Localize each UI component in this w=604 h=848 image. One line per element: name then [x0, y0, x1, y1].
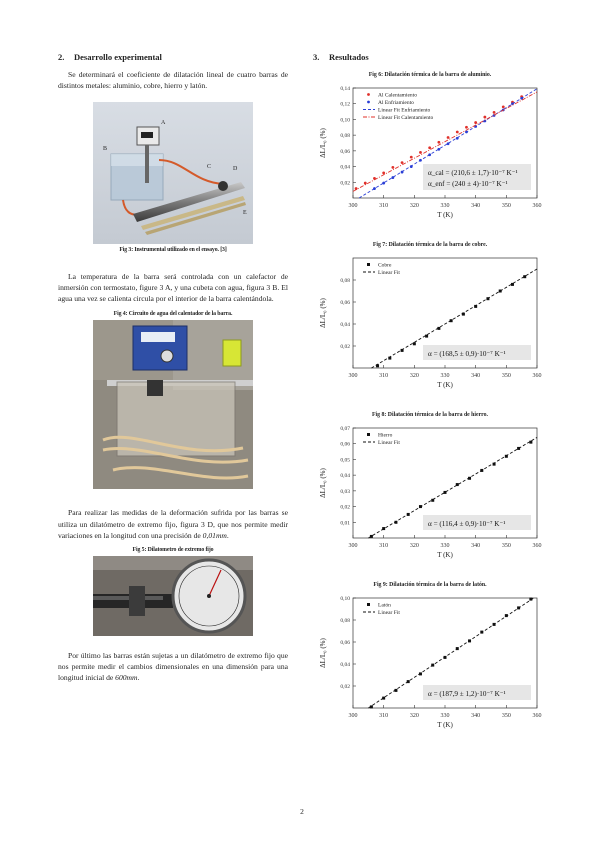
right-column	[313, 52, 547, 738]
legend-label: Latón	[378, 602, 391, 609]
x-tick-label: 300	[348, 713, 358, 719]
y-tick-label: 0,06	[340, 148, 350, 155]
dilatometer-photo	[93, 556, 253, 636]
data-point	[382, 171, 385, 174]
y-axis-label: ΔL/L₀ (%)	[319, 638, 327, 668]
data-point	[419, 151, 422, 154]
chart-svg	[313, 250, 547, 398]
legend-label: Al Calentamiento	[378, 92, 417, 99]
section-title: Resultados	[329, 52, 369, 62]
y-axis-label: ΔL/L₀ (%)	[319, 298, 327, 328]
y-axis-label: ΔL/L₀ (%)	[319, 128, 327, 158]
data-point	[364, 182, 367, 185]
x-tick-label: 340	[471, 713, 481, 719]
paragraph	[58, 507, 288, 540]
legend-label: Linear Fit Enfriamiento	[378, 107, 431, 114]
y-tick-label: 0,06	[340, 640, 350, 646]
x-tick-label: 360	[532, 373, 542, 379]
alpha-annotation: α_enf = (240 ± 4)·10⁻⁷ K⁻¹	[428, 180, 508, 188]
y-tick-label: 0,14	[340, 86, 350, 92]
y-tick-label: 0,02	[340, 504, 350, 511]
text-run: Para realizar las medidas de la deformación sufrida por las barras se utiliza un dilatómetro de extremo fijo, figura 3 D, que nos permite medir variaciones en la longitud con una precisión de	[58, 508, 288, 540]
figure-7-caption: Fig 7: Dilatación térmica de la barra de cobre.	[372, 242, 488, 248]
figure-4-caption: Fig 4: Circuito de agua del calentador de la barra.	[113, 311, 233, 318]
figure-9	[313, 582, 547, 738]
figure-3-caption: Fig 3: Instrumental utilizado en el ensayo. [3]	[119, 247, 227, 254]
y-tick-label: 0,02	[340, 684, 350, 690]
y-tick-label: 0,10	[340, 596, 350, 602]
x-tick-label: 310	[379, 713, 389, 719]
x-tick-label: 360	[532, 713, 542, 719]
figure-5-caption: Fig 5: Dilatometro de extremo fijo	[132, 546, 214, 553]
legend-marker	[367, 263, 370, 266]
figure-8-caption: Fig 8: Dilatación térmica de la barra de hierro.	[372, 412, 488, 418]
label-b: B	[103, 146, 108, 153]
label-d: D	[233, 166, 238, 173]
chart-aluminio	[313, 80, 547, 228]
data-point	[456, 131, 459, 134]
data-point	[483, 116, 486, 119]
x-tick-label: 350	[501, 543, 511, 549]
text-run: Por último las barras están sujetas a un dilatómetro de extremo fijo que nos permite medir el cambios dimensionales en una dimensión para una longitud inicial de	[58, 650, 288, 682]
x-tick-label: 340	[471, 373, 481, 379]
label-e: E	[243, 210, 247, 217]
x-tick-label: 330	[440, 713, 450, 719]
figure-4-photo	[93, 320, 253, 489]
legend-label: Al Enfriamiento	[378, 100, 414, 106]
x-tick-label: 320	[409, 203, 419, 209]
chart-svg	[313, 420, 547, 568]
data-point	[413, 342, 416, 345]
data-point	[391, 166, 394, 169]
y-tick-label: 0,08	[340, 618, 350, 624]
data-point	[428, 146, 431, 149]
x-tick-label: 310	[379, 203, 389, 209]
x-tick-label: 330	[440, 203, 450, 209]
x-axis-label: T (K)	[437, 211, 453, 219]
label-c: C	[207, 164, 212, 171]
x-tick-label: 330	[440, 543, 450, 549]
x-tick-label: 310	[379, 373, 389, 379]
data-point	[437, 141, 440, 144]
figure-5-photo	[93, 556, 253, 636]
alpha-annotation: α = (187,9 ± 1,2)·10⁻⁷ K⁻¹	[428, 690, 506, 698]
legend-marker	[367, 93, 370, 96]
page-number: 2	[300, 807, 304, 816]
x-tick-label: 360	[532, 203, 542, 209]
legend-label: Hierro	[378, 432, 393, 439]
legend-marker	[367, 433, 370, 436]
data-point	[410, 156, 413, 159]
x-tick-label: 340	[471, 543, 481, 549]
data-point	[401, 161, 404, 164]
label-a: A	[161, 120, 166, 127]
x-tick-label: 320	[409, 373, 419, 379]
y-tick-label: 0,02	[340, 344, 350, 350]
figure-3-photo	[93, 102, 253, 244]
x-tick-label: 330	[440, 373, 450, 379]
left-column	[58, 52, 288, 683]
x-tick-label: 350	[501, 713, 511, 719]
x-tick-label: 310	[379, 543, 389, 549]
initial-length-value: 600mm	[115, 672, 138, 682]
figure-8	[313, 412, 547, 568]
y-tick-label: 0,01	[340, 520, 350, 527]
y-tick-label: 0,04	[340, 322, 350, 328]
x-tick-label: 320	[409, 713, 419, 719]
data-point	[474, 121, 477, 124]
x-tick-label: 300	[348, 373, 358, 379]
data-point	[447, 136, 450, 139]
section-3-heading	[313, 52, 547, 62]
data-point	[465, 126, 468, 129]
y-tick-label: 0,08	[340, 133, 350, 140]
x-tick-label: 350	[501, 203, 511, 209]
alpha-annotation: α = (168,5 ± 0,9)·10⁻⁷ K⁻¹	[428, 350, 506, 358]
text-run: .	[137, 672, 140, 682]
y-tick-label: 0,06	[340, 441, 350, 448]
y-tick-label: 0,05	[340, 457, 350, 464]
x-tick-label: 360	[532, 543, 542, 549]
paragraph	[58, 650, 288, 683]
y-tick-label: 0,04	[340, 662, 350, 668]
y-tick-label: 0,10	[340, 117, 350, 124]
x-axis-label: T (K)	[437, 721, 453, 729]
paragraph: La temperatura de la barra será controlada con un calefactor de inmersión con termostato, figure 3 A, y una cubeta con agua, figura 3 B. El agua una vez se calienta circula por el interior de la barra calentándola.	[58, 272, 288, 304]
section-number: 3.	[313, 52, 320, 62]
chart-cobre	[313, 250, 547, 398]
y-tick-label: 0,06	[340, 300, 350, 306]
legend-label: Cobre	[378, 262, 392, 269]
x-tick-label: 300	[348, 543, 358, 549]
data-point	[502, 105, 505, 108]
y-tick-label: 0,08	[340, 278, 350, 284]
section-number: 2.	[58, 52, 65, 62]
paragraph: Se determinará el coeficiente de dilatación lineal de cuatro barras de distintos metales: aluminio, cobre, hierro y latón.	[58, 70, 288, 91]
chart-laton	[313, 590, 547, 738]
chart-svg	[313, 80, 547, 228]
chart-hierro	[313, 420, 547, 568]
section-title: Desarrollo experimental	[74, 52, 162, 62]
y-tick-label: 0,04	[340, 164, 350, 171]
legend-marker	[367, 101, 370, 104]
x-tick-label: 320	[409, 543, 419, 549]
y-axis-label: ΔL/L₀ (%)	[319, 468, 327, 498]
precision-value: 0,01mm	[202, 530, 227, 540]
x-tick-label: 350	[501, 373, 511, 379]
y-tick-label: 0,03	[340, 488, 350, 495]
legend-label: Linear Fit	[378, 270, 400, 276]
figure-9-caption: Fig 9: Dilatación térmica de la barra de latón.	[373, 582, 487, 588]
legend-label: Linear Fit	[378, 440, 400, 446]
chart-svg	[313, 590, 547, 738]
y-tick-label: 0,12	[340, 101, 350, 108]
section-2-heading	[58, 52, 288, 62]
figure-7	[313, 242, 547, 398]
data-point	[493, 111, 496, 114]
x-tick-label: 300	[348, 203, 358, 209]
alpha-annotation: α_cal = (210,6 ± 1,7)·10⁻⁷ K⁻¹	[428, 169, 518, 177]
x-axis-label: T (K)	[437, 381, 453, 389]
y-tick-label: 0,07	[340, 426, 350, 432]
alpha-annotation: α = (116,4 ± 0,9)·10⁻⁷ K⁻¹	[428, 520, 506, 528]
text-run: .	[226, 530, 229, 540]
figure-6-caption: Fig 6: Dilatación térmica de la barra de aluminio.	[368, 72, 492, 78]
y-tick-label: 0,04	[340, 473, 350, 480]
legend-label: Linear Fit Calentamiento	[378, 115, 434, 121]
x-axis-label: T (K)	[437, 551, 453, 559]
legend-label: Linear Fit	[378, 610, 400, 616]
legend-marker	[367, 603, 370, 606]
y-tick-label: 0,02	[340, 180, 350, 187]
x-tick-label: 340	[471, 203, 481, 209]
water-circuit-photo	[93, 320, 253, 489]
instrumental-photo	[93, 102, 253, 244]
figure-6	[313, 72, 547, 228]
